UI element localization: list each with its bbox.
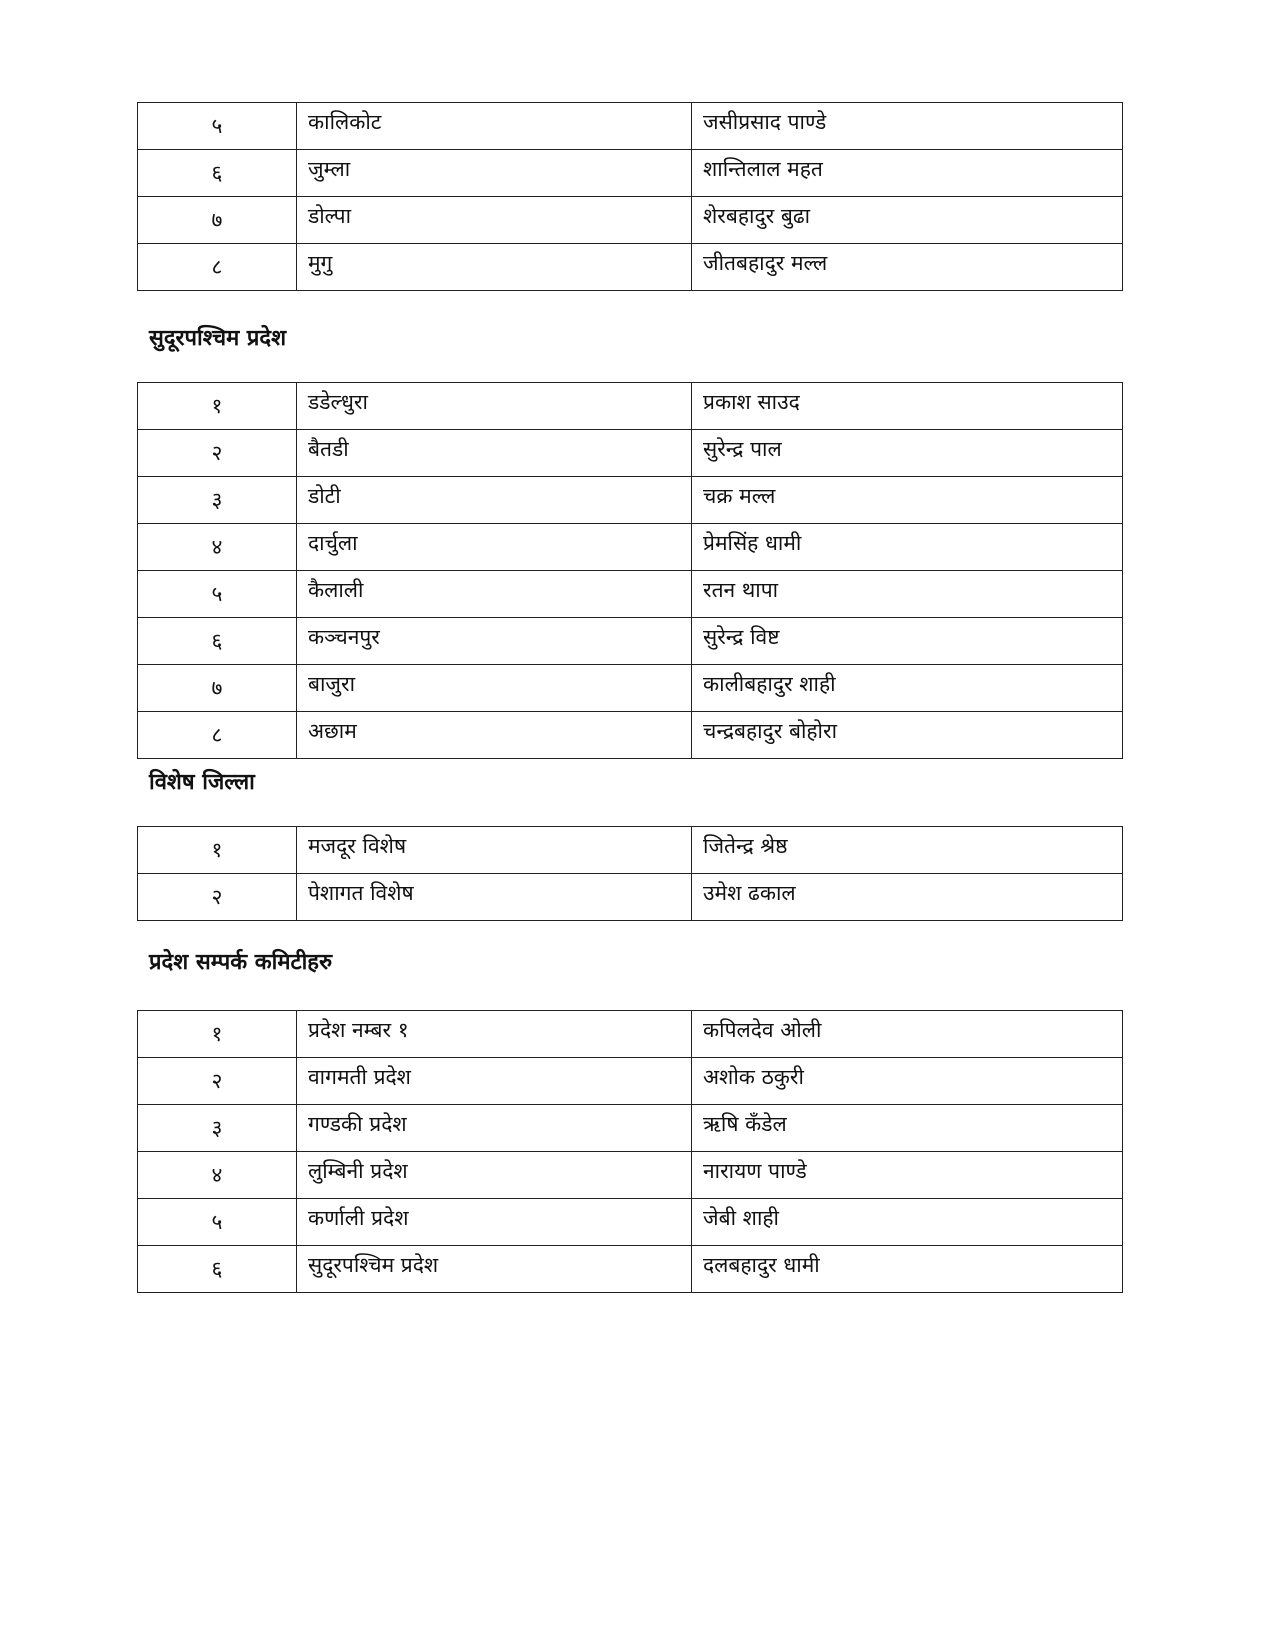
sudurpashchim-district-table <box>137 382 1123 759</box>
row-number: २ <box>138 874 297 921</box>
table-row <box>138 244 1123 291</box>
province-name: लुम्बिनी प्रदेश <box>297 1152 692 1199</box>
row-number: ७ <box>138 197 297 244</box>
table-row <box>138 874 1123 921</box>
person-name: जितेन्द्र श्रेष्ठ <box>692 827 1123 874</box>
person-name: अशोक ठकुरी <box>692 1058 1123 1105</box>
row-number: ६ <box>138 150 297 197</box>
table-row <box>138 1199 1123 1246</box>
table-row <box>138 477 1123 524</box>
row-number: ४ <box>138 1152 297 1199</box>
district-name: मुगु <box>297 244 692 291</box>
district-name: डडेल्धुरा <box>297 383 692 430</box>
district-name: कैलाली <box>297 571 692 618</box>
district-name: डोटी <box>297 477 692 524</box>
district-name: मजदूर विशेष <box>297 827 692 874</box>
row-number: २ <box>138 1058 297 1105</box>
district-name: अछाम <box>297 712 692 759</box>
person-name: जेबी शाही <box>692 1199 1123 1246</box>
district-name: बाजुरा <box>297 665 692 712</box>
person-name: सुरेन्द्र विष्ट <box>692 618 1123 665</box>
person-name: चन्द्रबहादुर बोहोरा <box>692 712 1123 759</box>
person-name: शेरबहादुर बुढा <box>692 197 1123 244</box>
row-number: ८ <box>138 712 297 759</box>
person-name: जीतबहादुर मल्ल <box>692 244 1123 291</box>
person-name: ऋषि कँडेल <box>692 1105 1123 1152</box>
row-number: ३ <box>138 1105 297 1152</box>
province-committee-table <box>137 1010 1123 1293</box>
district-name: बैतडी <box>297 430 692 477</box>
district-name: पेशागत विशेष <box>297 874 692 921</box>
table-row <box>138 150 1123 197</box>
person-name: रतन थापा <box>692 571 1123 618</box>
table-row <box>138 524 1123 571</box>
person-name: कपिलदेव ओली <box>692 1011 1123 1058</box>
district-name: कञ्चनपुर <box>297 618 692 665</box>
district-name: डोल्पा <box>297 197 692 244</box>
table-row <box>138 103 1123 150</box>
person-name: नारायण पाण्डे <box>692 1152 1123 1199</box>
table-row <box>138 383 1123 430</box>
district-name: जुम्ला <box>297 150 692 197</box>
table-row <box>138 571 1123 618</box>
table-row <box>138 197 1123 244</box>
table-row <box>138 1105 1123 1152</box>
row-number: १ <box>138 383 297 430</box>
row-number: ७ <box>138 665 297 712</box>
section-heading-special-district: विशेष जिल्ला <box>149 770 255 795</box>
row-number: ३ <box>138 477 297 524</box>
table-row <box>138 1246 1123 1293</box>
province-name: कर्णाली प्रदेश <box>297 1199 692 1246</box>
special-district-table <box>137 826 1123 921</box>
row-number: ५ <box>138 571 297 618</box>
province-name: प्रदेश नम्बर १ <box>297 1011 692 1058</box>
table-row <box>138 1152 1123 1199</box>
row-number: ८ <box>138 244 297 291</box>
row-number: ५ <box>138 103 297 150</box>
person-name: शान्तिलाल महत <box>692 150 1123 197</box>
province-name: सुदूरपश्चिम प्रदेश <box>297 1246 692 1293</box>
person-name: कालीबहादुर शाही <box>692 665 1123 712</box>
person-name: प्रेमसिंह धामी <box>692 524 1123 571</box>
person-name: प्रकाश साउद <box>692 383 1123 430</box>
district-name: दार्चुला <box>297 524 692 571</box>
table-row <box>138 1058 1123 1105</box>
table-row <box>138 618 1123 665</box>
section-heading-sudurpashchim: सुदूरपश्चिम प्रदेश <box>149 326 287 351</box>
person-name: जसीप्रसाद पाण्डे <box>692 103 1123 150</box>
row-number: १ <box>138 827 297 874</box>
district-name: कालिकोट <box>297 103 692 150</box>
person-name: चक्र मल्ल <box>692 477 1123 524</box>
province-name: गण्डकी प्रदेश <box>297 1105 692 1152</box>
table-row <box>138 712 1123 759</box>
section-heading-province-committees: प्रदेश सम्पर्क कमिटीहरु <box>149 950 333 975</box>
row-number: ४ <box>138 524 297 571</box>
province-name: वागमती प्रदेश <box>297 1058 692 1105</box>
person-name: उमेश ढकाल <box>692 874 1123 921</box>
table-row <box>138 665 1123 712</box>
table-row <box>138 430 1123 477</box>
table-row <box>138 1011 1123 1058</box>
karnali-district-table <box>137 102 1123 291</box>
row-number: २ <box>138 430 297 477</box>
row-number: ६ <box>138 618 297 665</box>
row-number: १ <box>138 1011 297 1058</box>
person-name: दलबहादुर धामी <box>692 1246 1123 1293</box>
table-row <box>138 827 1123 874</box>
person-name: सुरेन्द्र पाल <box>692 430 1123 477</box>
row-number: ६ <box>138 1246 297 1293</box>
row-number: ५ <box>138 1199 297 1246</box>
